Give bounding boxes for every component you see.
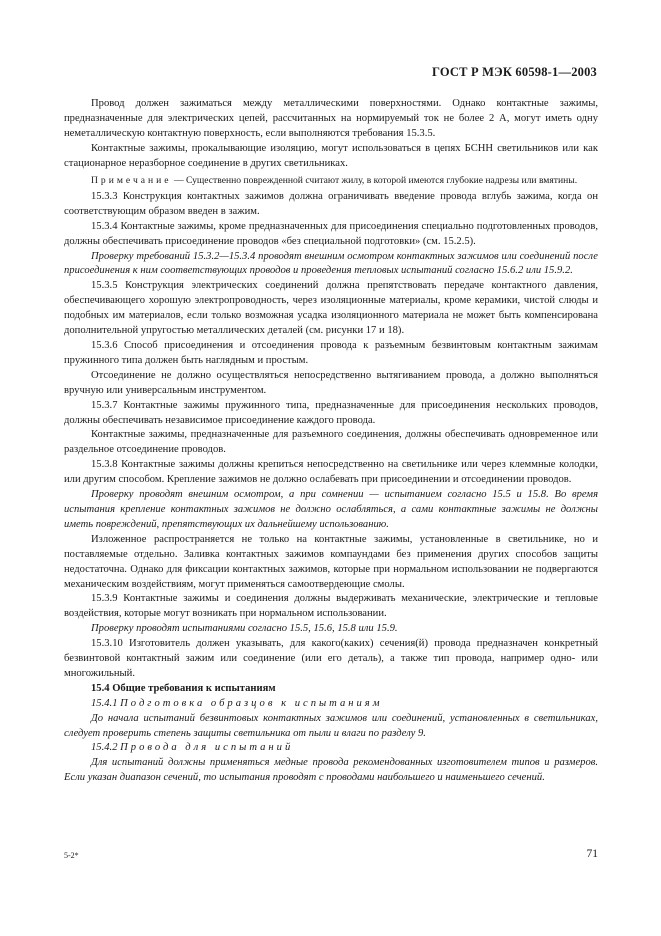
paragraph: 15.3.3 Конструкция контактных зажимов должна ограничивать введение провода вглубь зажима, когда он соответствующим образом введен в зажим.: [64, 190, 598, 217]
subsection-number: 15.4.1: [91, 697, 118, 709]
paragraph: 15.3.8 Контактные зажимы должны крепиться непосредственно на светильнике или через клеммные колодки, или другим способом. Крепление зажимов не должно ослабевать при присоединении и отсоединении проводов.: [64, 459, 598, 486]
page-body: [64, 97, 598, 786]
paragraph: Провод должен зажиматься между металлическими поверхностями. Однако контактные зажимы, предназначенные для электрических цепей, рассчитанных на нормируемый ток не более 2 А, могут иметь одну неметаллическую контактную поверхность, если выполняются требования 15.3.5.: [64, 98, 598, 139]
paragraph: 15.3.9 Контактные зажимы и соединения должны выдерживать механические, электрические и тепловые воздействия, которые могут возникать при нормальном использовании.: [64, 593, 598, 620]
print-signature: 5-2*: [64, 851, 79, 860]
subsection-title: Подготовка образцов к испытаниям: [120, 697, 383, 709]
verification-paragraph: Проверку проводят внешним осмотром, а при сомнении — испытанием согласно 15.5 и 15.8. Во время испытания крепление контактных зажимов не должно ослабляться, а сами контактные зажимы не должны иметь повреждений, препятствующих их дальнейшему использованию.: [64, 489, 598, 530]
verification-paragraph: Для испытаний должны применяться медные провода рекомендованных изготовителем типов и размеров. Если указан диапазон сечений, то испытания проводят с проводами наибольшего и наименьшего сечений.: [64, 757, 598, 784]
paragraph: Изложенное распространяется не только на контактные зажимы, установленные в светильнике, но и поставляемые отдельно. Заливка контактных зажимов компаундами без применения других способов защиты недостаточна. Однако для фиксации контактных зажимов, которые при нормальном использовании не подвергаются механическим воздействиям, могут применяться самоотвердеющие смолы.: [64, 533, 598, 590]
paragraph: 15.3.10 Изготовитель должен указывать, для какого(каких) сечения(й) провода предназначен конкретный безвинтовой контактный зажим или соединение (или его деталь), а также тип провода, например одно- или многожильный.: [64, 638, 598, 679]
subsection-heading: [64, 741, 598, 756]
verification-paragraph: Проверку проводят испытаниями согласно 15.5, 15.6, 15.8 или 15.9.: [91, 623, 398, 635]
note-text: — Существенно поврежденной считают жилу, в которой имеются глубокие надрезы или вмятины.: [171, 174, 578, 186]
note-label: Примечание: [91, 174, 172, 186]
paragraph: 15.3.5 Конструкция электрических соединений должна препятствовать передаче контактного давления, обеспечивающего хорошую электропроводность, через изоляционные материалы, кроме керамики, чистой слюды и подобных им материалов, если только возможная усадка изоляционного материала не может быть компенсирована дополнительной упругостью металлических деталей (см. рисунки 17 и 18).: [64, 280, 598, 337]
paragraph: Отсоединение не должно осуществляться непосредственно вытягиванием провода, а должно выполняться вручную или универсальным инструментом.: [64, 369, 598, 396]
paragraph: Контактные зажимы, прокалывающие изоляцию, могут использоваться в цепях БСНН светильников или как стационарное неразборное соединение в других светильниках.: [64, 142, 598, 169]
paragraph: 15.3.7 Контактные зажимы пружинного типа, предназначенные для присоединения нескольких проводов, должны обеспечивать независимое присоединение каждого провода.: [64, 399, 598, 426]
note: [64, 174, 598, 187]
subsection-heading: [64, 697, 598, 712]
paragraph: Контактные зажимы, предназначенные для разъемного соединения, должны обеспечивать одновременное или раздельное отсоединение проводов.: [64, 429, 598, 456]
paragraph: 15.3.6 Способ присоединения и отсоединения провода к разъемным безвинтовым контактным зажимам пружинного типа должен быть наглядным и простым.: [64, 340, 598, 366]
section-heading: 15.4 Общие требования к испытаниям: [91, 682, 276, 694]
subsection-number: 15.4.2: [91, 742, 118, 754]
subsection-title: Провода для испытаний: [120, 742, 294, 754]
standard-header: ГОСТ Р МЭК 60598-1—2003: [432, 65, 597, 79]
verification-paragraph: Проверку требований 15.3.2—15.3.4 проводят внешним осмотром контактных зажимов или соединений после присоединения к ним соответствующих проводов и проведения тепловых испытаний согласно 15.6.2 или 15.9.2.: [64, 250, 598, 277]
page-number: 71: [586, 848, 598, 860]
verification-paragraph: До начала испытаний безвинтовых контактных зажимов или соединений, установленных в светильниках, следует проверить степень защиты светильника от пыли и влаги по разделу 9.: [64, 712, 598, 739]
paragraph: 15.3.4 Контактные зажимы, кроме предназначенных для присоединения специально подготовленных проводов, должны обеспечивать присоединение проводов «без специальной подготовки» (см. 15.2.5).: [64, 220, 598, 247]
